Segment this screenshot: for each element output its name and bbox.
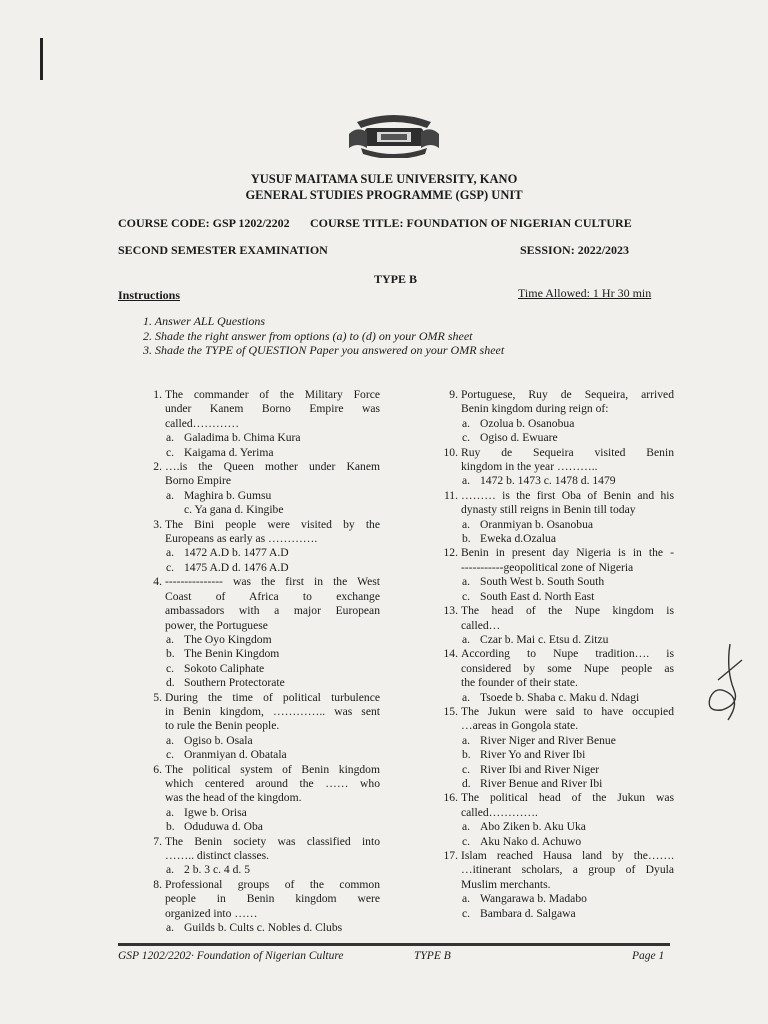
question-text: During the time of political turbulence xyxy=(165,690,380,704)
answer-option: c. Ogiso d. Ewuare xyxy=(462,431,558,445)
question-item xyxy=(140,518,380,576)
unit-name: GENERAL STUDIES PROGRAMME (GSP) UNIT xyxy=(245,188,523,202)
answer-option: b. Oduduwa d. Oba xyxy=(166,820,263,834)
question-text: Coast of Africa to exchange xyxy=(165,589,380,603)
question-number: 10. xyxy=(443,445,458,459)
answer-option: a. South West b. South South xyxy=(462,575,605,589)
footer-course: GSP 1202/2202· Foundation of Nigerian Culture xyxy=(118,950,344,962)
course-title: COURSE TITLE: FOUNDATION OF NIGERIAN CULTURE xyxy=(310,216,632,230)
instructions-list xyxy=(143,314,504,358)
question-number: 3. xyxy=(153,517,162,531)
question-text: dynasty still reigns in Benin till today xyxy=(461,503,636,517)
question-number: 9. xyxy=(449,388,458,401)
question-item xyxy=(140,575,380,690)
questions-column-right xyxy=(436,388,674,921)
question-text: The commander of the Military Force xyxy=(165,388,380,401)
answer-option: a. Ozolua b. Osanobua xyxy=(462,416,575,430)
question-text: The Bini people were visited by the xyxy=(165,517,380,531)
question-item xyxy=(436,446,674,489)
answer-option: b. The Benin Kingdom xyxy=(166,647,280,661)
question-text: The Benin society was classified into xyxy=(165,834,380,848)
answer-option: a. Galadima b. Chima Kura xyxy=(166,431,301,445)
answer-option: c. Kaigama d. Yerima xyxy=(166,445,274,459)
question-number: 1. xyxy=(153,388,162,401)
answer-option: c. Aku Nako d. Achuwo xyxy=(462,834,582,848)
question-item xyxy=(140,691,380,763)
question-number: 4. xyxy=(153,575,162,589)
question-text: …itinerant scholars, a group of Dyula xyxy=(461,863,674,877)
answer-option: a. Guilds b. Cults c. Nobles d. Clubs xyxy=(166,921,343,935)
question-number: 5. xyxy=(153,690,162,704)
question-item xyxy=(140,763,380,835)
question-text: Muslim merchants. xyxy=(461,877,551,891)
question-text: under Kanem Borno Empire was xyxy=(165,402,380,416)
question-number: 6. xyxy=(153,762,162,776)
exam-title: SECOND SEMESTER EXAMINATION xyxy=(118,243,328,257)
time-allowed: Time Allowed: 1 Hr 30 min xyxy=(518,286,652,300)
question-text: Benin in present day Nigeria is in the - xyxy=(461,546,674,560)
question-text: …….. distinct classes. xyxy=(165,849,270,862)
question-number: 8. xyxy=(153,877,162,891)
question-text: called… xyxy=(461,618,501,632)
question-text: According to Nupe tradition…. is xyxy=(461,647,674,661)
question-item xyxy=(436,604,674,647)
footer-type: TYPE B xyxy=(414,950,451,962)
question-text: organized into …… xyxy=(165,906,258,920)
instruction-item: 1. Answer ALL Questions xyxy=(143,314,266,328)
question-number: 11. xyxy=(443,488,458,502)
question-text: called………… xyxy=(165,416,240,430)
question-text: kingdom in the year ……….. xyxy=(461,460,598,474)
answer-option: a. Czar b. Mai c. Etsu d. Zitzu xyxy=(462,632,609,646)
question-text: considered by some Nupe people as xyxy=(461,661,674,675)
question-text: Ruy de Sequeira visited Benin xyxy=(461,445,674,459)
answer-option: a. Abo Ziken b. Aku Uka xyxy=(462,820,586,834)
answer-option: c. 1475 A.D d. 1476 A.D xyxy=(166,560,289,574)
question-item xyxy=(436,546,674,604)
question-text: in Benin kingdom, ………….. was sent xyxy=(165,704,380,718)
question-item xyxy=(140,388,380,460)
question-item xyxy=(436,705,674,791)
question-text: Islam reached Hausa land by the……. xyxy=(461,849,674,862)
answer-option: c. South East d. North East xyxy=(462,589,595,603)
answer-option: d. Southern Protectorate xyxy=(166,676,285,690)
question-number: 15. xyxy=(443,704,458,718)
question-text: Borno Empire xyxy=(165,474,232,488)
question-number: 17. xyxy=(443,849,458,862)
answer-option: b. River Yo and River Ibi xyxy=(462,748,586,762)
answer-option: d. River Benue and River Ibi xyxy=(462,776,603,790)
instruction-item: 2. Shade the right answer from options (a) to (d) on your OMR sheet xyxy=(143,328,473,343)
question-text: the founder of their state. xyxy=(461,676,578,690)
footer-page: Page 1 xyxy=(632,950,665,962)
question-item xyxy=(140,878,380,936)
question-text: -----------geopolitical zone of Nigeria xyxy=(461,560,634,574)
question-text: ……… is the first Oba of Benin and his xyxy=(461,488,674,502)
answer-option: a. 1472 A.D b. 1477 A.D xyxy=(166,546,289,560)
question-item xyxy=(436,489,674,547)
question-item xyxy=(436,388,674,446)
instructions-label: Instructions xyxy=(118,288,181,302)
question-text: people in Benin kingdom were xyxy=(165,892,380,906)
question-text: The Jukun were said to have occupied xyxy=(461,704,674,718)
questions-column-left xyxy=(140,388,380,935)
question-number: 13. xyxy=(443,604,458,618)
question-text: The head of the Nupe kingdom is xyxy=(461,604,674,618)
question-text: …areas in Gongola state. xyxy=(461,719,579,733)
answer-option: a. 2 b. 3 c. 4 d. 5 xyxy=(166,863,251,877)
answer-option: a. The Oyo Kingdom xyxy=(166,632,272,646)
handwritten-signature xyxy=(700,640,748,730)
answer-option: b. Eweka d.Ozalua xyxy=(462,532,556,546)
session: SESSION: 2022/2023 xyxy=(520,243,630,257)
question-text: Portuguese, Ruy de Sequeira, arrived xyxy=(461,388,674,401)
answer-option: a. Tsoede b. Shaba c. Maku d. Ndagi xyxy=(462,690,640,704)
answer-option: c. Oranmiyan d. Obatala xyxy=(166,748,287,762)
question-text: The political system of Benin kingdom xyxy=(165,762,380,776)
question-number: 12. xyxy=(443,546,458,560)
question-text: The political head of the Jukun was xyxy=(461,791,674,805)
paper-type: TYPE B xyxy=(374,272,418,286)
question-text: was the head of the kingdom. xyxy=(165,791,302,805)
course-code: COURSE CODE: GSP 1202/2202 xyxy=(118,216,290,230)
question-number: 16. xyxy=(443,791,458,805)
question-text: Benin kingdom during reign of: xyxy=(461,402,609,416)
answer-option: c. Ya gana d. Kingibe xyxy=(184,503,284,517)
question-text: to rule the Benin people. xyxy=(165,719,280,733)
answer-option: c. Sokoto Caliphate xyxy=(166,661,265,675)
answer-option: a. Wangarawa b. Madabo xyxy=(462,892,587,906)
question-number: 7. xyxy=(153,834,162,848)
answer-option: a. Maghira b. Gumsu xyxy=(166,488,272,502)
question-text: ….is the Queen mother under Kanem xyxy=(165,460,380,474)
answer-option: a. Ogiso b. Osala xyxy=(166,733,253,747)
answer-option: a. Oranmiyan b. Osanobua xyxy=(462,517,594,531)
question-item xyxy=(436,647,674,705)
question-item xyxy=(436,849,674,921)
question-number: 14. xyxy=(443,647,458,661)
question-text: which centered around the …… who xyxy=(165,776,380,790)
answer-option: c. River Ibi and River Niger xyxy=(462,762,600,776)
margin-mark xyxy=(40,38,43,80)
question-item xyxy=(436,791,674,849)
question-item xyxy=(140,460,380,518)
question-text: power, the Portuguese xyxy=(165,618,268,632)
answer-option: a. River Niger and River Benue xyxy=(462,733,616,747)
answer-option: a. Igwe b. Orisa xyxy=(166,805,247,819)
question-number: 2. xyxy=(153,460,162,474)
question-text: Professional groups of the common xyxy=(165,877,380,891)
answer-option: c. Bambara d. Salgawa xyxy=(462,906,576,920)
answer-option: a. 1472 b. 1473 c. 1478 d. 1479 xyxy=(462,474,616,488)
question-text: --------------- was the first in the West xyxy=(165,575,380,589)
question-text: called…………. xyxy=(461,805,538,819)
footer-rule xyxy=(118,943,670,946)
instruction-item: 3. Shade the TYPE of QUESTION Paper you answered on your OMR sheet xyxy=(143,343,505,357)
university-name: YUSUF MAITAMA SULE UNIVERSITY, KANO xyxy=(250,172,518,186)
question-text: Europeans as early as …………. xyxy=(165,532,318,546)
university-crest-icon xyxy=(347,108,441,158)
question-item xyxy=(140,835,380,878)
question-text: ambassadors with a major European xyxy=(165,604,380,618)
